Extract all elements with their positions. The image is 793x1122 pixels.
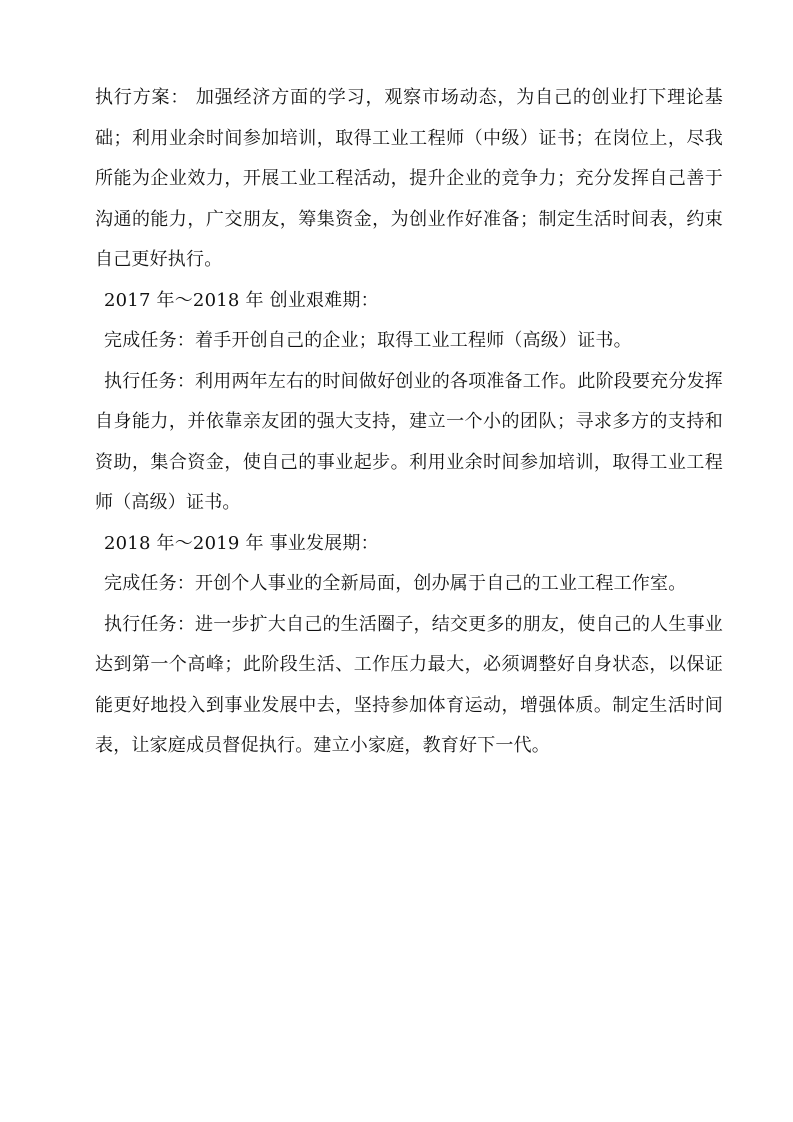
period-heading-2017-2018: 2017 年～2018 年 创业艰难期： (104, 289, 379, 311)
execution-task-2018-2019: 执行任务：进一步扩大自己的生活圈子，结交更多的朋友，使自己的人生事业达到第一个高峰；此阶段生活、工作压力最大，必须调整好自身状态，以保证能更好地投入到事业发展中去，坚持参加体育运动，增强体质。制定生活时间表，让家庭成员督促执行。建立小家庭，教育好下一代。 (95, 613, 723, 756)
completion-task-2018-2019: 完成任务：开创个人事业的全新局面，创办属于自己的工业工程工作室。 (104, 573, 687, 594)
execution-plan-paragraph: 执行方案： 加强经济方面的学习，观察市场动态，为自己的创业打下理论基础；利用业余时间参加培训，取得工业工程师（中级）证书；在岗位上，尽我所能为企业效力，开展工业工程活动，提升企业的竞争力；充分发挥自己善于沟通的能力，广交朋友，筹集资金，为创业作好准备；制定生活时间表，约束自己更好执行。 (95, 87, 723, 270)
document-body (95, 78, 723, 767)
execution-task-2017-2018: 执行任务：利用两年左右的时间做好创业的各项准备工作。此阶段要充分发挥自身能力，并依靠亲友团的强大支持，建立一个小的团队；寻求多方的支持和资助，集合资金，使自己的事业起步。利用业余时间参加培训，取得工业工程师（高级）证书。 (95, 370, 723, 513)
period-heading-2018-2019: 2018 年～2019 年 事业发展期： (104, 532, 379, 554)
completion-task-2017-2018: 完成任务：着手开创自己的企业；取得工业工程师（高级）证书。 (104, 330, 632, 351)
